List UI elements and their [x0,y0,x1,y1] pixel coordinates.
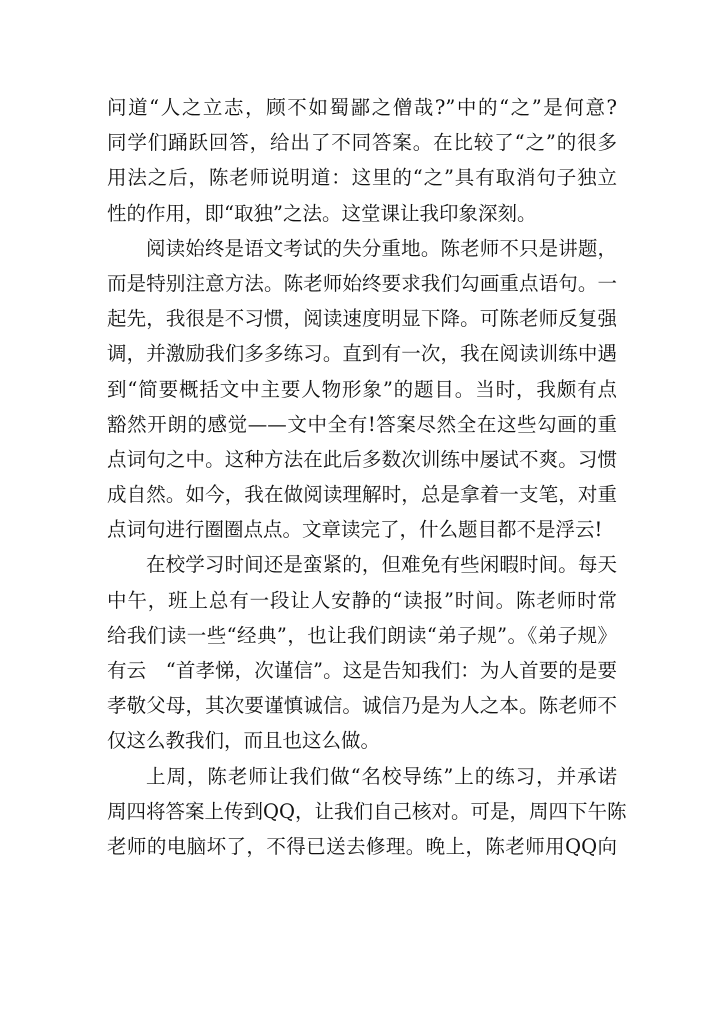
text-line: 用法之后，陈老师说明道：这里的“之”具有取消句子独立 [107,166,617,190]
text-line: 调，并激励我们多多练习。直到有一次，我在阅读训练中遇 [107,342,617,366]
text-line: 而是特别注意方法。陈老师始终要求我们勾画重点语句。一 [107,271,617,295]
text-line: 中午，班上总有一段让人安静的“读报”时间。陈老师时常 [107,588,617,612]
text-line: 仅这么教我们，而且也这么做。 [107,729,381,753]
text-line: 在校学习时间还是蛮紧的，但难免有些闲暇时间。每天 [146,553,617,577]
text-line: 到“简要概括文中主要人物形象”的题目。当时，我颇有点 [107,377,617,401]
text-line: 上周，陈老师让我们做“名校导练”上的练习，并承诺 [146,764,617,788]
text-line: 有云 “首孝悌，次谨信”。这是告知我们：为人首要的是要 [107,659,617,682]
text-line: 成自然。如今，我在做阅读理解时，总是拿着一支笔，对重 [107,483,617,507]
text-line: 给我们读一些“经典”，也让我们朗读“弟子规”。《弟子规》 [107,623,617,647]
text-line: 老师的电脑坏了，不得已送去修理。晚上，陈老师用QQ向 [107,834,617,858]
text-line: 点词句进行圈圈点点。文章读完了，什么题目都不是浮云! [107,518,603,542]
text-line: 孝敬父母，其次要谨慎诚信。诚信乃是为人之本。陈老师不 [107,694,617,718]
text-line: 周四将答案上传到QQ，让我们自己核对。可是，周四下午陈 [107,799,627,823]
text-line: 同学们踊跃回答，给出了不同答案。在比较了“之”的很多 [107,131,617,155]
text-line: 问道“人之立志，顾不如蜀鄙之僧哉?”中的“之”是何意? [107,96,617,119]
text-line: 起先，我很是不习惯，阅读速度明显下降。可陈老师反复强 [107,307,617,331]
body-text [107,90,627,864]
text-line: 阅读始终是语文考试的失分重地。陈老师不只是讲题， [146,236,617,260]
text-line: 性的作用，即“取独”之法。这堂课让我印象深刻。 [107,201,537,225]
text-line: 豁然开朗的感觉——文中全有!答案尽然全在这些勾画的重 [107,412,617,436]
text-line: 点词句之中。这种方法在此后多数次训练中屡试不爽。习惯 [107,447,617,471]
